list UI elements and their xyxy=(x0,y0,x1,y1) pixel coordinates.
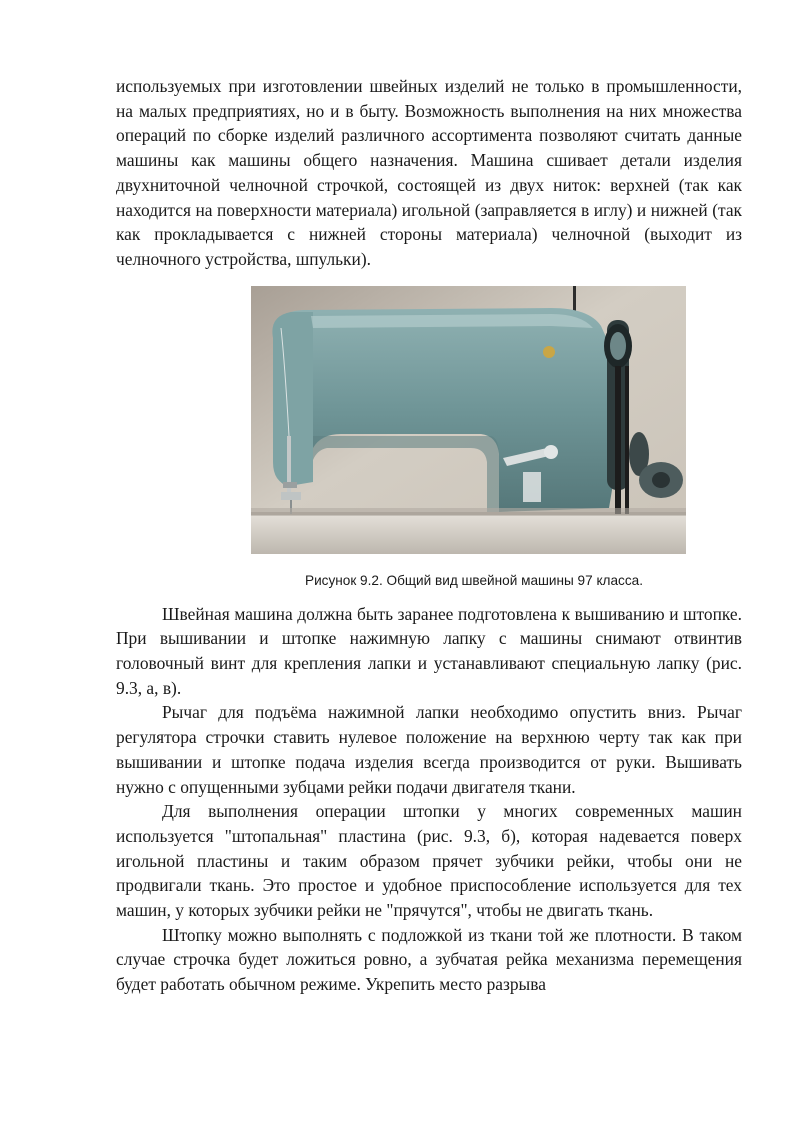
sewing-machine-illustration xyxy=(251,286,686,554)
presser-foot xyxy=(281,492,301,500)
drive-belt xyxy=(615,366,621,514)
figure-caption: Рисунок 9.2. Общий вид швейной машины 97 класса. xyxy=(305,572,643,588)
table-surface xyxy=(251,514,686,554)
machine-badge xyxy=(543,346,555,358)
machine-head xyxy=(272,312,313,486)
machine-bed xyxy=(251,508,686,516)
figure xyxy=(116,286,742,590)
paragraph-darning-plate: Для выполнения операции штопки у многих современных машин используется "штопальная" пластина (рис. 9.3, б), которая надевается поверх игольной пластины и таким образом прячет зубчики рейки, чтобы они не продвигали ткань. Это простое и удобное приспособление используется для тех машин, у которых зубчики рейки не "прячутся", чтобы не двигать ткань. xyxy=(116,801,742,921)
document-page xyxy=(116,74,742,997)
sewing-machine-photo xyxy=(251,286,686,554)
paragraph-preparation: Швейная машина должна быть заранее подготовлена к вышиванию и штопке. При вышивании и штопке нажимную лапку с машины снимают отвинтив головочный винт для крепления лапки и устанавливают специальную лапку (рис. 9.3, а, в). xyxy=(116,603,742,698)
paragraph-continued: используемых при изготовлении швейных изделий не только в промышленности, на малых предприятиях, но и в быту. Возможность выполнения на них множества операций по сборке изделий различного ассортимента позволяют считать данные машины как машины общего назначения. Машина сшивает детали изделия двухниточной челночной строчкой, состоящей из двух ниток: верхней (так как находится на поверхности материала) игольной (заправляется в иглу) и нижней (так как прокладывается с нижней стороны материала) челночной (выходит из челночного устройства, шпульки). xyxy=(116,76,742,269)
paragraph-lever: Рычаг для подъёма нажимной лапки необходимо опустить вниз. Рычаг регулятора строчки ставить нулевое положение на верхнюю черту так как при вышивании и штопке подача изделия всегда производится от руки. Вышивать нужно с опущенными зубцами рейки подачи двигателя ткани. xyxy=(116,702,742,797)
paragraph-darning-backing: Штопку можно выполнять с подложкой из ткани той же плотности. В таком случае строчка будет ложиться ровно, а зубчатая рейка механизма перемещения будет работать обычном режиме. Укрепить место разрыва xyxy=(116,924,742,995)
body-text xyxy=(116,602,742,997)
